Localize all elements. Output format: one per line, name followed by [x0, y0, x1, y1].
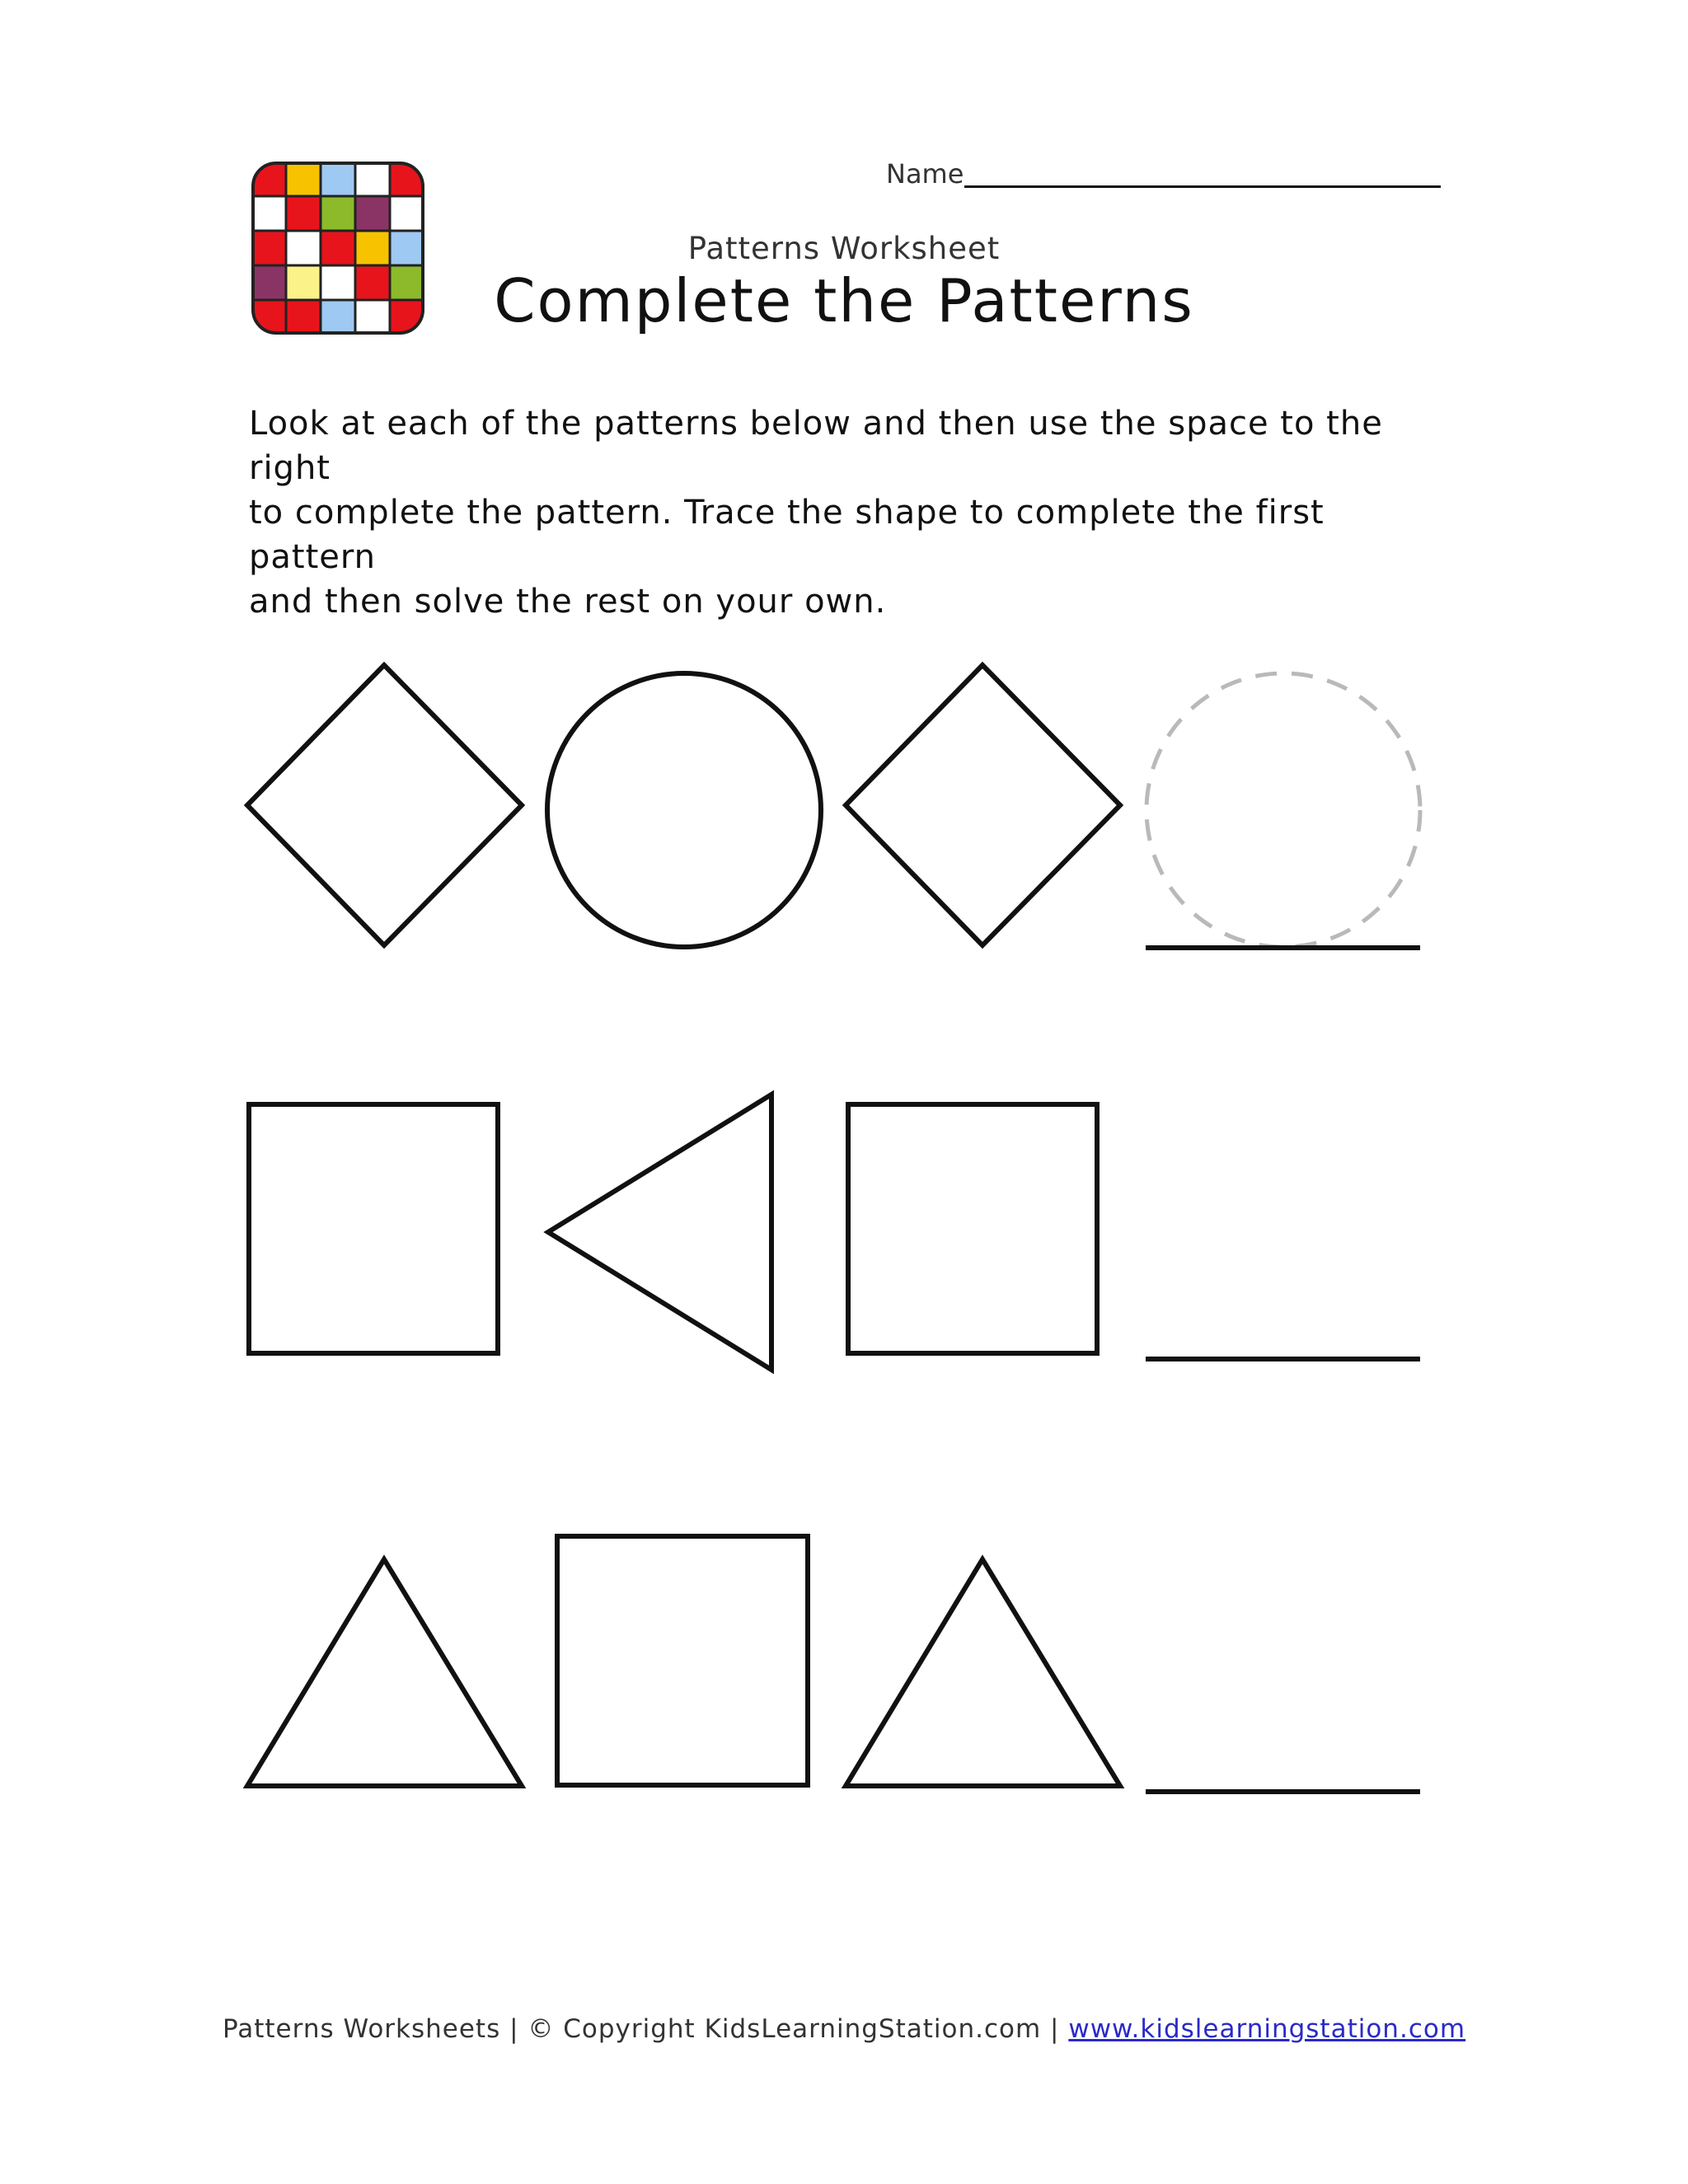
footer-link[interactable]: www.kidslearningstation.com — [1068, 2014, 1466, 2044]
square-shape — [848, 1104, 1097, 1353]
circle-shape — [547, 673, 821, 947]
triangle-up-shape — [247, 1559, 522, 1786]
diamond-shape — [846, 665, 1120, 945]
instructions-line-1: Look at each of the patterns below and then use the space to the right — [249, 405, 1383, 487]
triangle-left-shape — [548, 1094, 771, 1370]
worksheet-subtitle: Patterns Worksheet — [687, 231, 1001, 266]
pattern-row-1 — [247, 665, 1420, 948]
page-title: Complete the Patterns — [494, 266, 1194, 335]
circle-trace-guide[interactable] — [1146, 673, 1420, 947]
name-label: Name — [886, 158, 964, 190]
footer-copyright: Patterns Worksheets | © Copyright KidsLearningStation.com | — [222, 2014, 1069, 2044]
footer — [0, 2014, 1688, 2044]
pattern-row-3 — [247, 1536, 1420, 1792]
pattern-row-2 — [249, 1094, 1420, 1370]
instructions-line-3: and then solve the rest on your own. — [249, 583, 887, 621]
square-shape — [557, 1536, 808, 1785]
triangle-up-shape — [846, 1559, 1120, 1786]
diamond-shape — [247, 665, 522, 945]
square-shape — [249, 1104, 498, 1353]
instructions-line-2: to complete the pattern. Trace the shape to complete the first pattern — [249, 494, 1325, 576]
